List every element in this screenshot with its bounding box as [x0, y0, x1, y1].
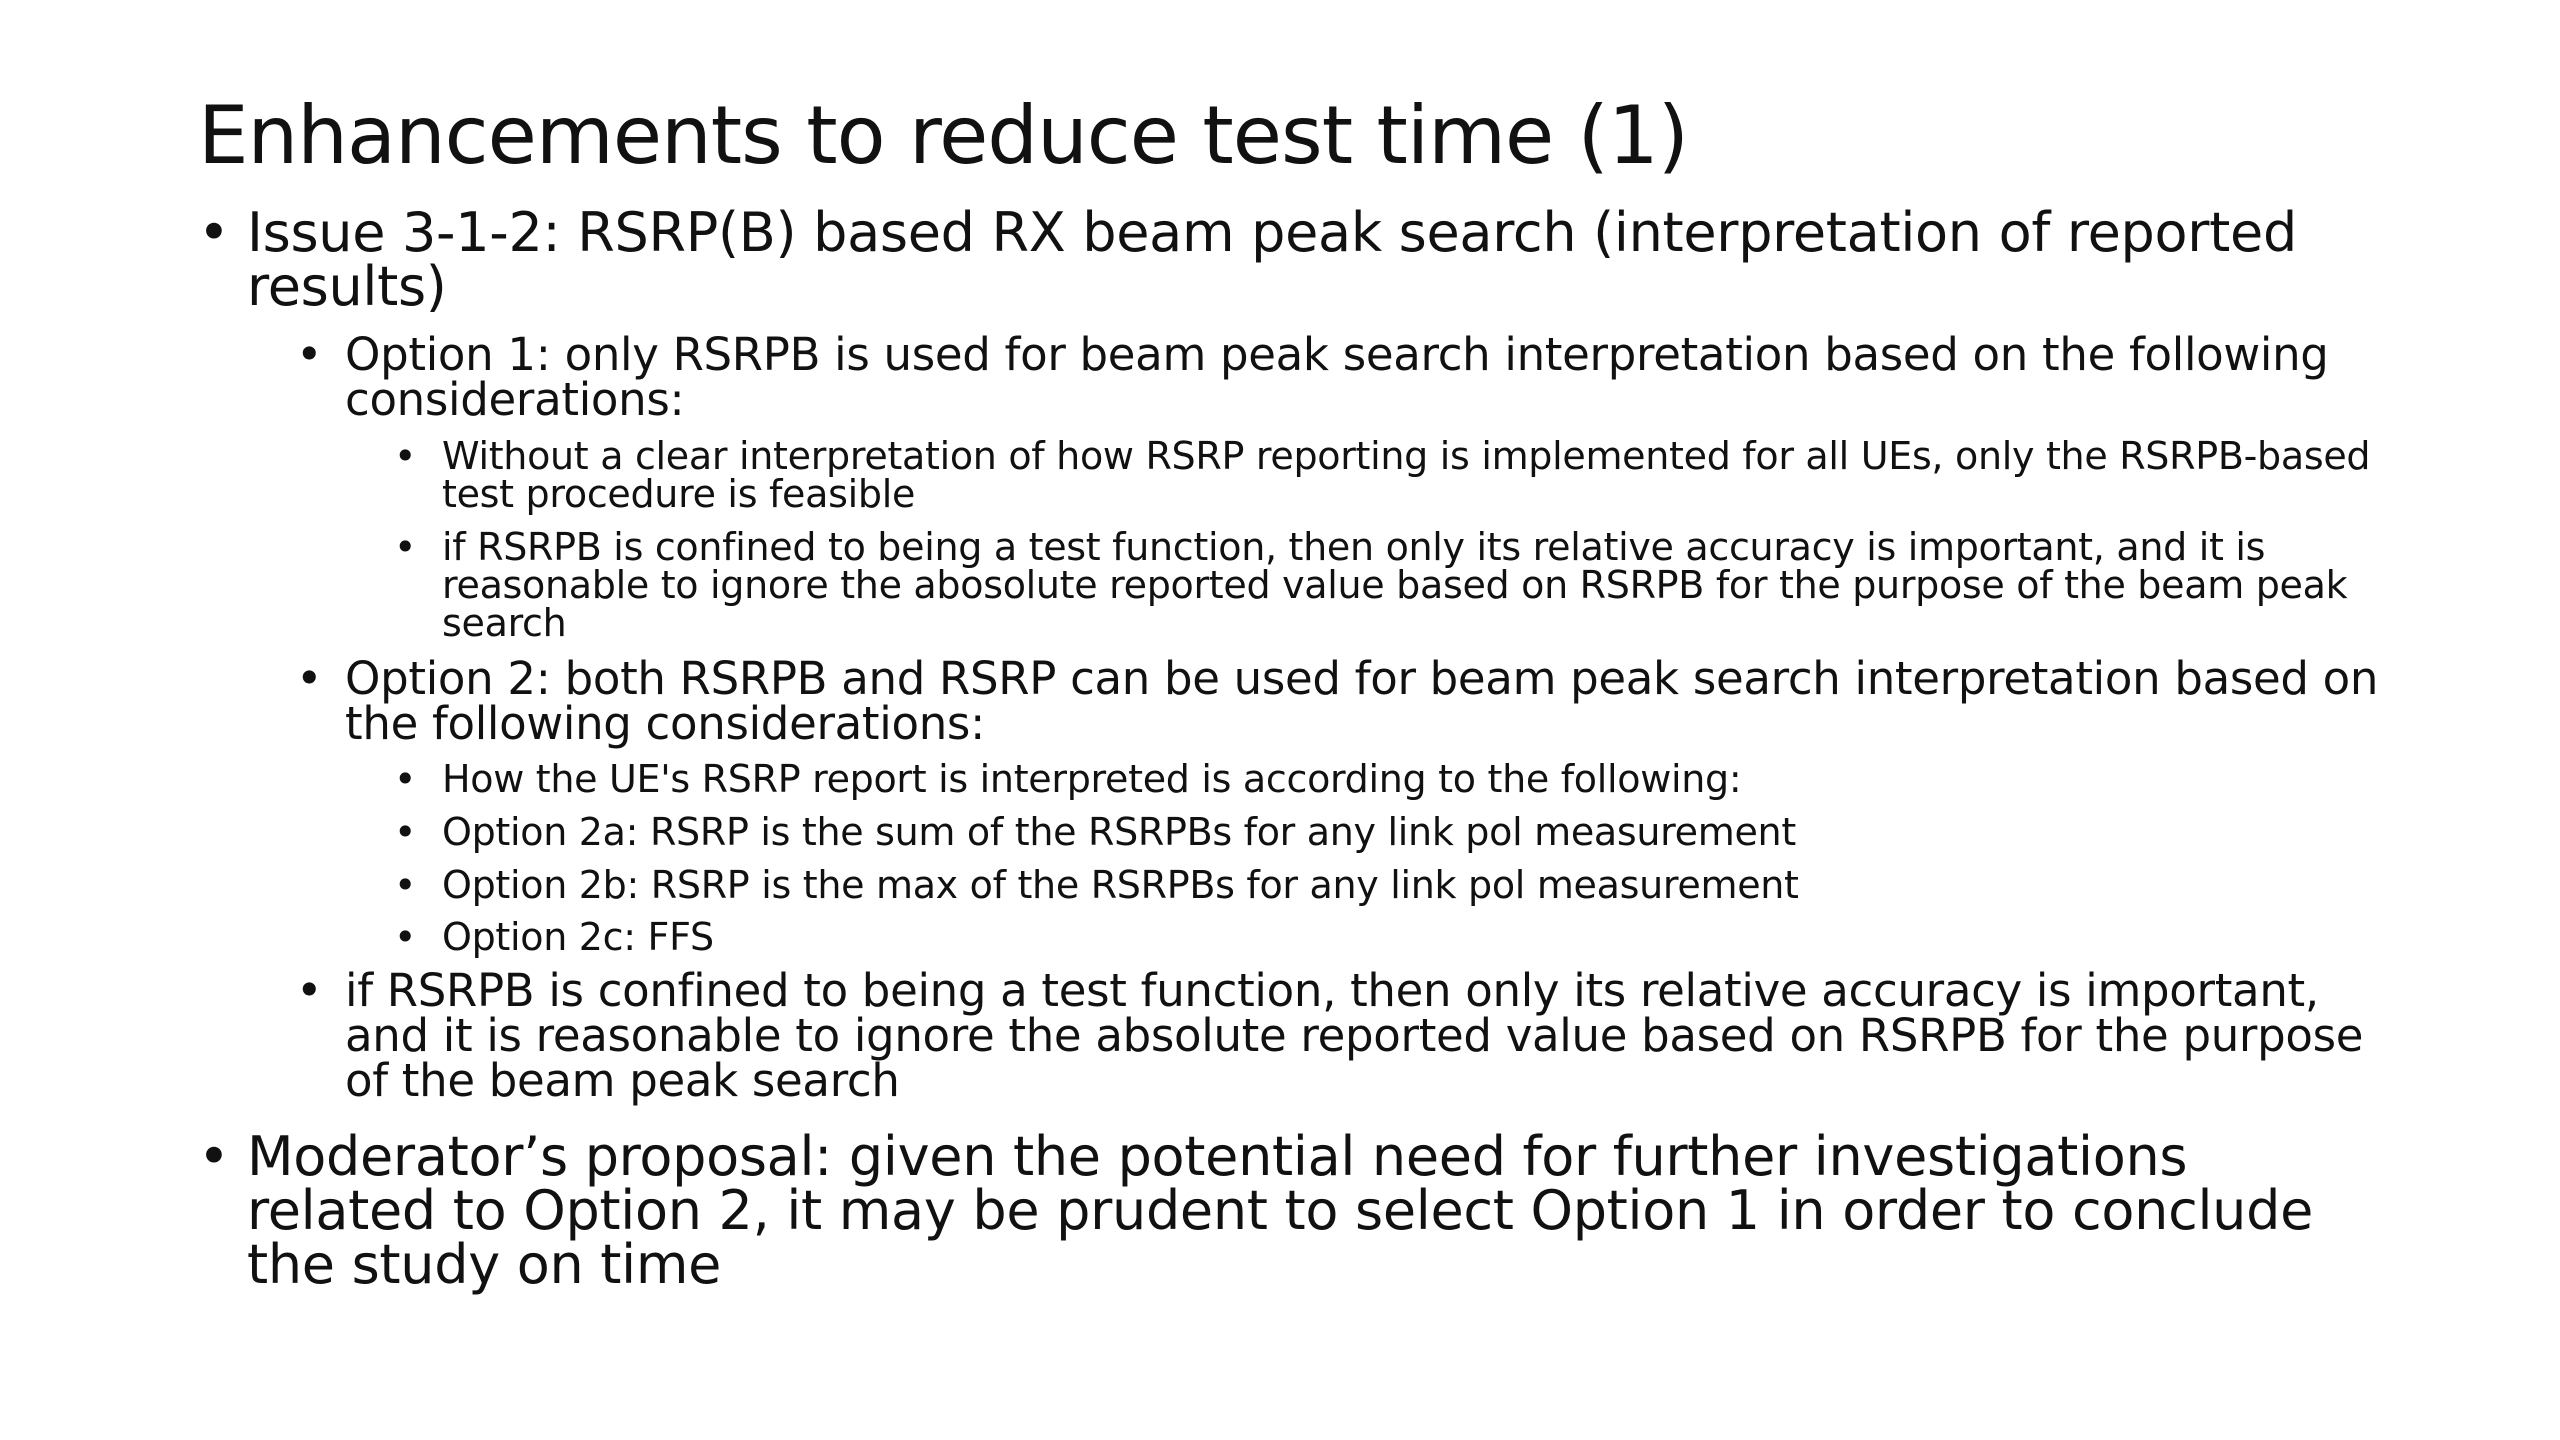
bullet-option-1-consideration-2: [394, 525, 2414, 645]
bullet-dot: •: [394, 810, 417, 854]
bullet-dot: •: [296, 652, 323, 705]
bullet-text: Issue 3-1-2: RSRP(B) based RX beam peak search (interpretation of reported results): [247, 201, 2297, 318]
bullet-text: if RSRPB is confined to being a test function, then only its relative accuracy is important, and it is reasonable to ignore the absolute reported value based on RSRPB for the purpose of the beam peak search: [345, 964, 2364, 1107]
bullet-dot: •: [296, 328, 323, 381]
bullet-dot: •: [394, 434, 417, 478]
bullet-text: Option 2c: FFS: [442, 915, 714, 959]
bullet-text: Option 1: only RSRPB is used for beam peak search interpretation based on the following considerations:: [345, 328, 2329, 426]
bullet-text: if RSRPB is confined to being a test function, then only its relative accuracy is important, and it is reasonable to ignore the abosolute reported value based on RSRPB for the purpose of the beam peak search: [442, 525, 2348, 645]
bullet-option-1-consideration-1: [394, 434, 2414, 516]
bullet-option-2a: [394, 810, 2414, 854]
bullet-option-2c: [394, 915, 2414, 959]
bullet-text: How the UE's RSRP report is interpreted is according to the following:: [442, 757, 1742, 801]
bullet-dot: •: [394, 525, 417, 569]
slide-title: Enhancements to reduce test time (1): [198, 89, 1688, 182]
bullet-text: Option 2a: RSRP is the sum of the RSRPBs for any link pol measurement: [442, 810, 1796, 854]
bullet-option-2-interpretation: [394, 757, 2414, 801]
bullet-dot: •: [198, 201, 230, 264]
bullet-dot: •: [394, 915, 417, 959]
bullet-text: Option 2: both RSRPB and RSRP can be used for beam peak search interpretation based on the following considerations:: [345, 652, 2379, 750]
bullet-text: Option 2b: RSRP is the max of the RSRPBs for any link pol measurement: [442, 863, 1799, 907]
bullet-dot: •: [296, 964, 323, 1017]
bullet-option-2b: [394, 863, 2414, 907]
bullet-dot: •: [394, 863, 417, 907]
bullet-issue-3-1-2: [198, 201, 2378, 318]
bullet-dot: •: [394, 757, 417, 801]
bullet-option-2-consideration: [296, 964, 2396, 1107]
bullet-text: Moderator’s proposal: given the potential need for further investigations related to Option 2, it may be prudent to select Option 1 in order to conclude the study on time: [247, 1125, 2313, 1296]
bullet-option-1: [296, 328, 2396, 426]
bullet-text: Without a clear interpretation of how RSRP reporting is implemented for all UEs, only the RSRPB-based test procedure is feasible: [442, 434, 2371, 516]
bullet-option-2: [296, 652, 2396, 750]
bullet-dot: •: [198, 1125, 230, 1188]
bullet-moderator-proposal: [198, 1125, 2378, 1296]
